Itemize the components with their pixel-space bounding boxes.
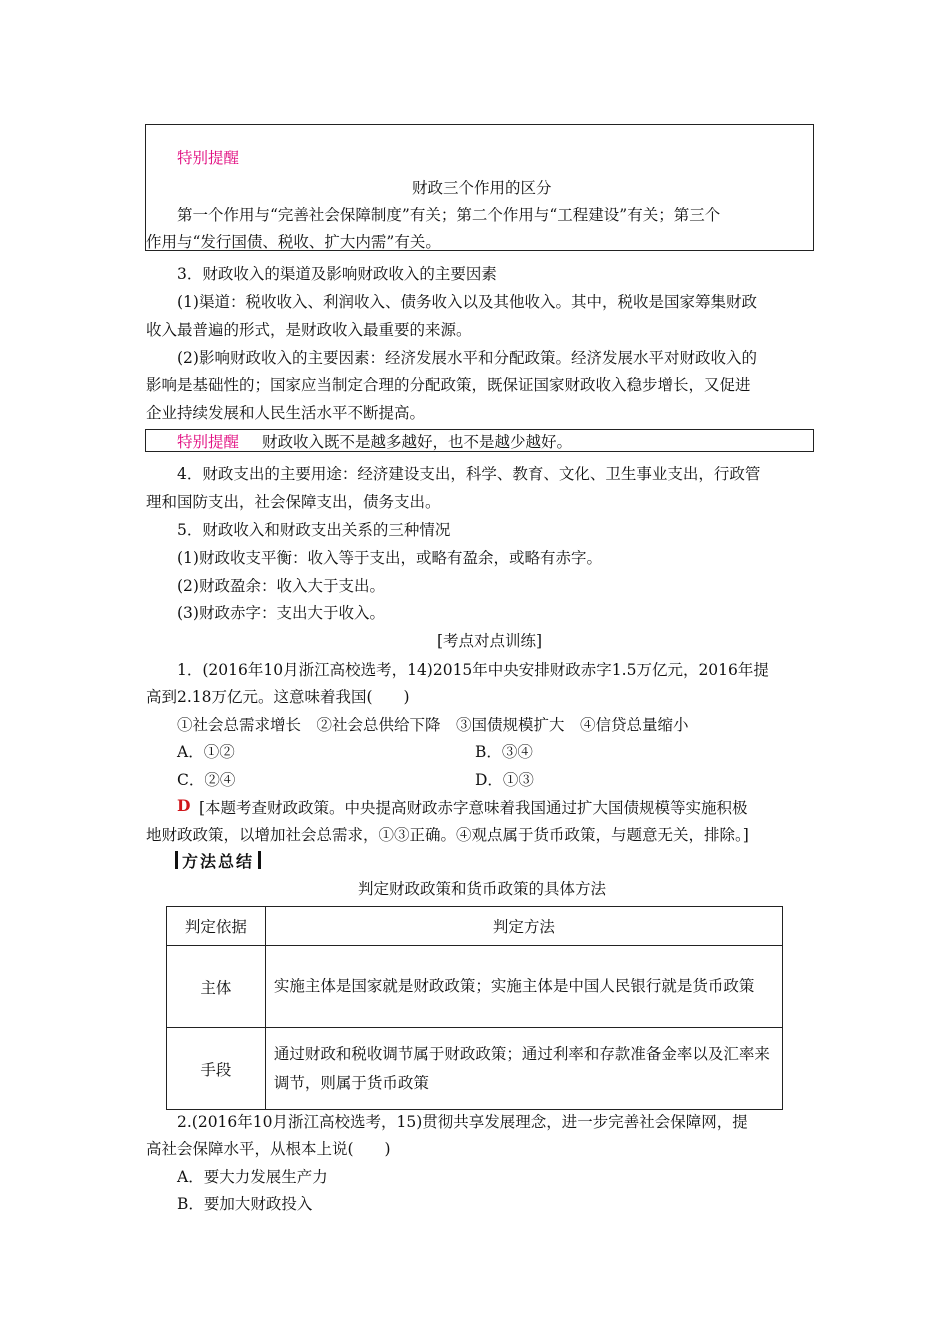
section-4-line1: 4．财政支出的主要用途：经济建设支出，科学、教育、文化、卫生事业支出，行政管 xyxy=(177,465,761,483)
row-method-text: 通过财政和税收调节属于财政政策；通过利率和存款准备金率以及汇率来调节，则属于货币政策 xyxy=(273,1044,770,1092)
section-3-p1-line2: 收入最普遍的形式，是财政收入最重要的来源。 xyxy=(146,321,472,339)
row-method-text: 实施主体是国家就是财政政策；实施主体是中国人民银行就是货币政策 xyxy=(273,977,755,995)
row-method xyxy=(265,1028,782,1110)
q1-line1: 1．(2016年10月浙江高校选考，14)2015年中央安排财政赤字1.5万亿元，2016年提 xyxy=(177,661,769,679)
q1-answer: D xyxy=(177,796,191,815)
section-5-item-2: (2)财政盈余：收入大于支出。 xyxy=(177,577,385,595)
q1-explanation-line1: [本题考查财政政策。中央提高财政赤字意味着我国通过扩大国债规模等实施积极 xyxy=(199,799,748,817)
row-basis: 手段 xyxy=(167,1028,266,1110)
header-basis: 判定依据 xyxy=(167,907,266,946)
table-row xyxy=(167,946,783,1028)
tip-line-2: 作用与“发行国债、税收、扩大内需”有关。 xyxy=(146,233,441,251)
q1-option-d: D．①③ xyxy=(475,771,534,789)
section-5-item-1: (1)财政收支平衡：收入等于支出，或略有盈余，或略有赤字。 xyxy=(177,549,602,567)
method-summary-text: 方法总结 xyxy=(182,851,255,871)
section-3-p2-line3: 企业持续发展和人民生活水平不断提高。 xyxy=(146,404,426,422)
method-caption: 判定财政政策和货币政策的具体方法 xyxy=(358,880,607,898)
label-bar-right xyxy=(258,851,261,869)
tip-line-1: 第一个作用与“完善社会保障制度”有关；第二个作用与“工程建设”有关；第三个 xyxy=(177,206,721,224)
q1-explanation-line2: 地财政政策，以增加社会总需求，①③正确。④观点属于货币政策，与题意无关，排除。] xyxy=(146,826,749,844)
section-3-p2-line2: 影响是基础性的；国家应当制定合理的分配政策，既保证国家财政收入稳步增长，又促进 xyxy=(146,376,751,394)
section-4-line2: 理和国防支出，社会保障支出，债务支出。 xyxy=(146,493,441,511)
training-heading: [考点对点训练] xyxy=(437,632,543,650)
header-method: 判定方法 xyxy=(265,907,782,946)
q2-option-b: B．要加大财政投入 xyxy=(177,1195,313,1213)
tip-tag-2: 特别提醒 xyxy=(177,433,240,451)
q1-option-c: C．②④ xyxy=(177,771,236,789)
method-summary-label xyxy=(175,848,261,872)
table-header-row xyxy=(167,907,783,946)
row-basis: 主体 xyxy=(167,946,266,1028)
method-table xyxy=(166,906,783,1110)
tip-text-2: 财政收入既不是越多越好，也不是越少越好。 xyxy=(262,433,573,451)
tip-tag: 特别提醒 xyxy=(177,149,240,167)
q2-line1: 2.(2016年10月浙江高校选考，15)贯彻共享发展理念，进一步完善社会保障网，提 xyxy=(177,1113,748,1131)
q1-option-b: B．③④ xyxy=(475,743,533,761)
section-5-item-3: (3)财政赤字：支出大于收入。 xyxy=(177,604,385,622)
label-bar-left xyxy=(175,851,178,869)
tip-heading: 财政三个作用的区分 xyxy=(412,179,552,197)
section-3-p2-line1: (2)影响财政收入的主要因素：经济发展水平和分配政策。经济发展水平对财政收入的 xyxy=(177,349,757,367)
q2-option-a: A．要大力发展生产力 xyxy=(177,1168,328,1186)
row-method xyxy=(265,946,782,1028)
q1-statements: ①社会总需求增长 ②社会总供给下降 ③国债规模扩大 ④信贷总量缩小 xyxy=(177,716,689,734)
q1-line2: 高到2.18万亿元。这意味着我国( ) xyxy=(146,688,410,706)
section-3-title: 3．财政收入的渠道及影响财政收入的主要因素 xyxy=(177,265,497,283)
q1-option-a: A．①② xyxy=(177,743,235,761)
table-row xyxy=(167,1028,783,1110)
section-3-p1-line1: (1)渠道：税收收入、利润收入、债务收入以及其他收入。其中，税收是国家筹集财政 xyxy=(177,293,757,311)
section-5-title: 5．财政收入和财政支出关系的三种情况 xyxy=(177,521,451,539)
q2-line2: 高社会保障水平，从根本上说( ) xyxy=(146,1140,391,1158)
